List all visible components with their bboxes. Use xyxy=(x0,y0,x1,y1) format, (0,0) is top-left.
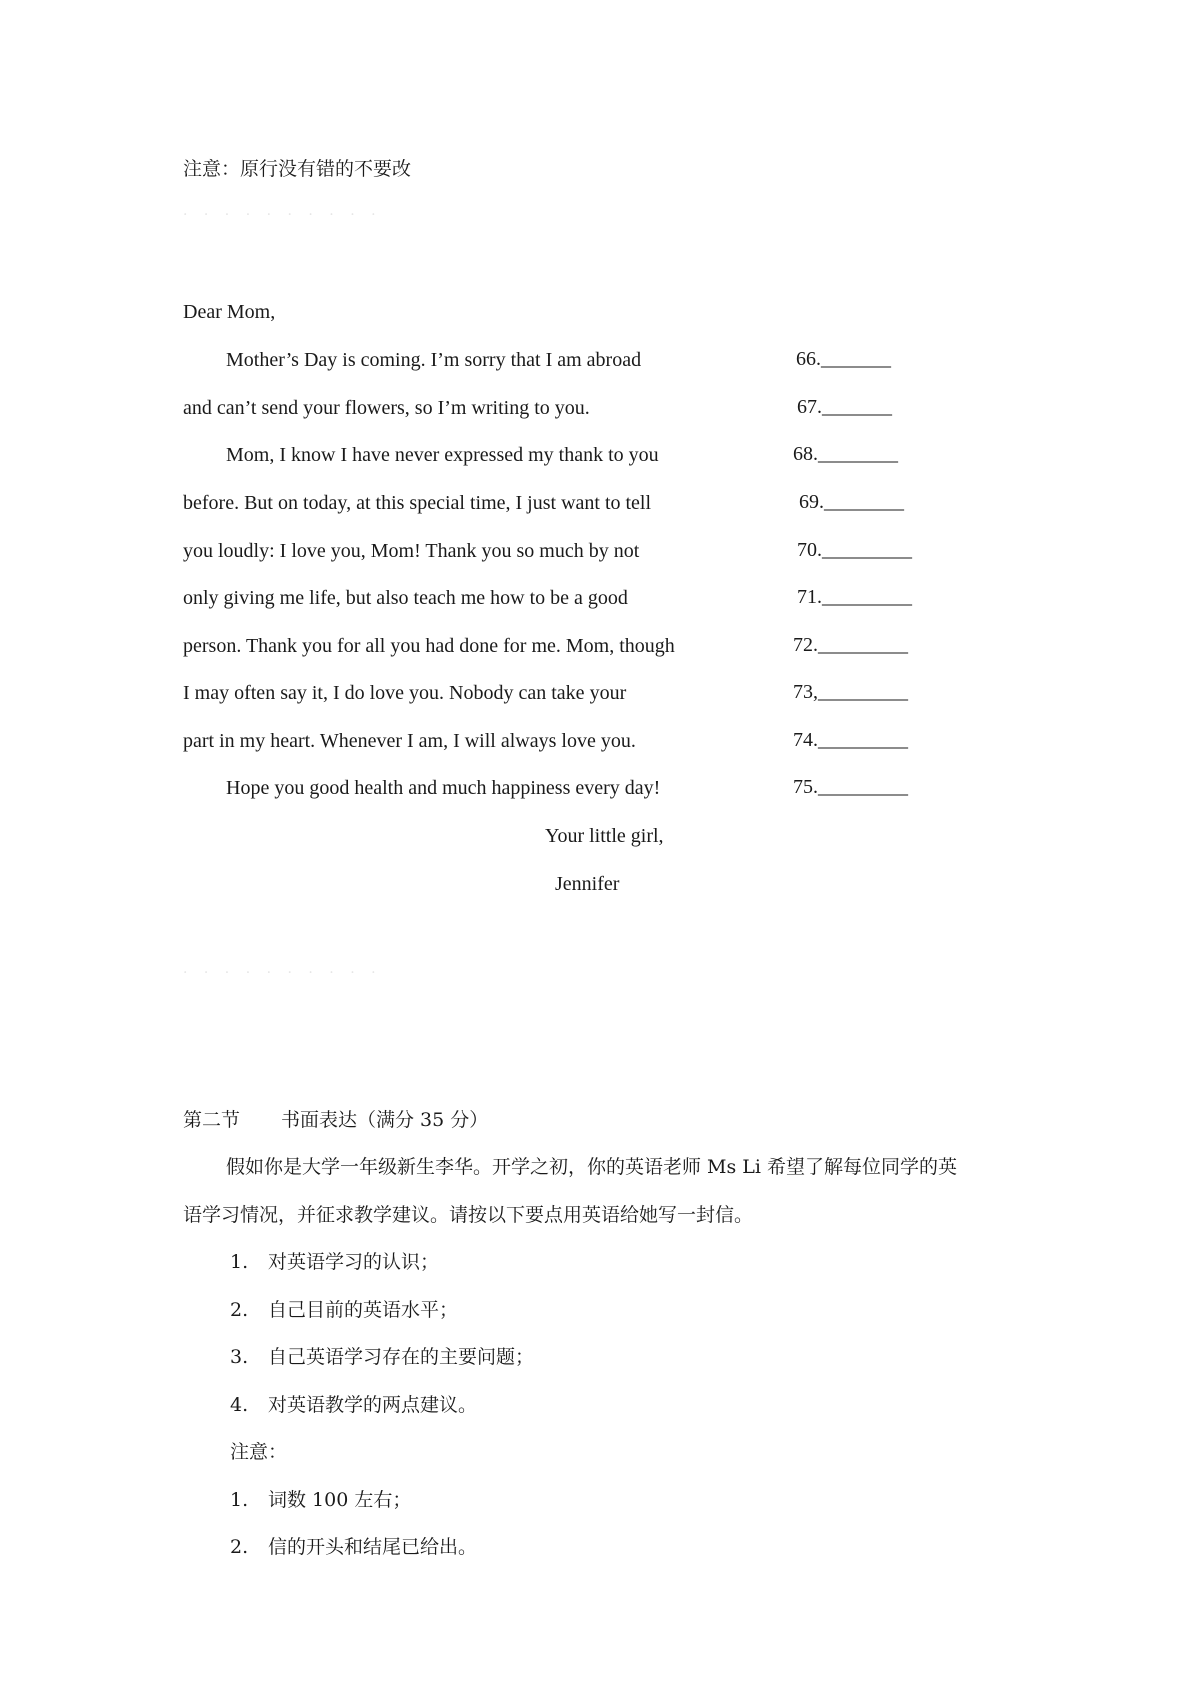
letter-closing: Your little girl, xyxy=(545,825,664,847)
watermark-top: · · · · · · · · · · xyxy=(183,207,382,223)
letter-line-72: person. Thank you for all you had done for me. Mom, though xyxy=(183,635,675,657)
point-text-1: 对英语学习的认识； xyxy=(268,1251,440,1273)
blank-number-67: 67._______ xyxy=(797,396,892,418)
point-number-2: 2. xyxy=(230,1299,249,1321)
blank-number-69: 69.________ xyxy=(799,491,904,513)
letter-line-67: and can’t send your flowers, so I’m writing to you. xyxy=(183,397,590,419)
note-text-1: 词数 100 左右； xyxy=(268,1489,412,1511)
note-text-2: 信的开头和结尾已给出。 xyxy=(268,1536,478,1558)
watermark-middle: · · · · · · · · · · xyxy=(183,965,382,981)
point-number-4: 4. xyxy=(230,1394,249,1416)
blank-number-75: 75._________ xyxy=(793,776,908,798)
blank-number-66: 66._______ xyxy=(796,348,891,370)
section2-heading-number: 第二节 xyxy=(183,1109,241,1131)
letter-line-66: Mother’s Day is coming. I’m sorry that I am abroad xyxy=(226,349,642,371)
letter-salutation: Dear Mom, xyxy=(183,301,276,323)
letter-line-70: you loudly: I love you, Mom! Thank you so much by not xyxy=(183,540,640,562)
task-intro-line-2: 语学习情况，并征求教学建议。请按以下要点用英语给她写一封信。 xyxy=(183,1204,754,1226)
letter-line-71: only giving me life, but also teach me how to be a good xyxy=(183,587,628,609)
letter-line-68: Mom, I know I have never expressed my thank to you xyxy=(226,444,659,466)
point-text-3: 自己英语学习存在的主要问题； xyxy=(268,1346,535,1368)
section2-heading-title: 书面表达（满分 35 分） xyxy=(281,1109,489,1131)
blank-number-68: 68.________ xyxy=(793,443,898,465)
blank-number-71: 71._________ xyxy=(797,586,912,608)
note-top: 注意：原行没有错的不要改 xyxy=(183,158,412,180)
letter-line-73: I may often say it, I do love you. Nobody can take your xyxy=(183,682,627,704)
letter-line-75: Hope you good health and much happiness every day! xyxy=(226,777,661,799)
letter-line-69: before. But on today, at this special time, I just want to tell xyxy=(183,492,652,514)
note-number-2: 2. xyxy=(230,1536,249,1558)
letter-signature: Jennifer xyxy=(555,873,620,895)
point-text-2: 自己目前的英语水平； xyxy=(268,1299,459,1321)
letter-line-74: part in my heart. Whenever I am, I will always love you. xyxy=(183,730,636,752)
point-number-1: 1. xyxy=(230,1251,249,1273)
point-text-4: 对英语教学的两点建议。 xyxy=(268,1394,478,1416)
notes-label: 注意： xyxy=(230,1441,288,1463)
note-number-1: 1. xyxy=(230,1489,249,1511)
blank-number-73: 73,_________ xyxy=(793,681,908,703)
point-number-3: 3. xyxy=(230,1346,249,1368)
blank-number-72: 72._________ xyxy=(793,634,908,656)
blank-number-74: 74._________ xyxy=(793,729,908,751)
blank-number-70: 70._________ xyxy=(797,539,912,561)
task-intro-line-1: 假如你是大学一年级新生李华。开学之初，你的英语老师 Ms Li 希望了解每位同学的英 xyxy=(226,1156,958,1178)
